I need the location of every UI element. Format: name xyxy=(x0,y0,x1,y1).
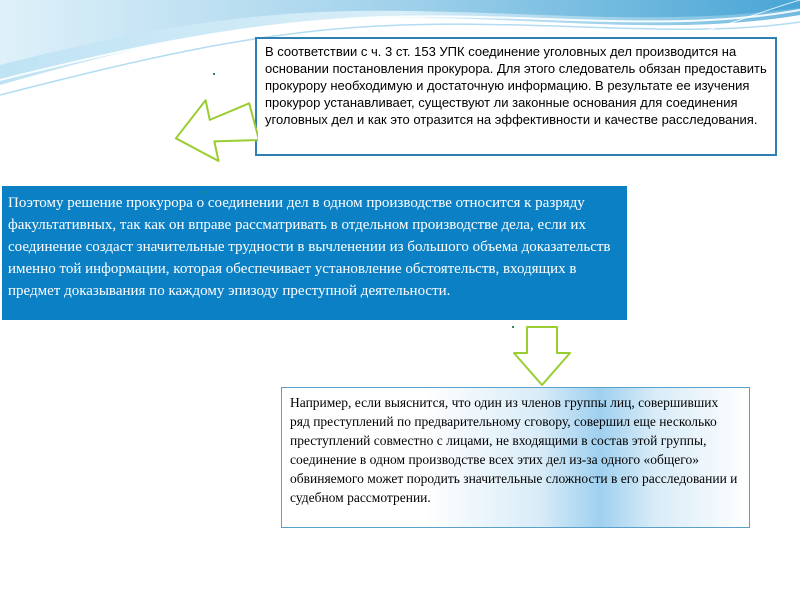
text-box-prosecutor-decision xyxy=(2,186,627,320)
text-box-legal-basis xyxy=(255,37,777,156)
marker-dot xyxy=(213,73,215,75)
prosecutor-decision-text: Поэтому решение прокурора о соединении дел в одном производстве относится к разряду факультативных, так как он вправе рассматривать в отдельном производстве дела, если их соединение создаст значительные трудности в вычленении из большого объема доказательств именно той информации, которая обеспечивает установление обстоятельств, входящих в предмет доказывания по каждому эпизоду преступной деятельности. xyxy=(8,195,611,299)
marker-dot xyxy=(201,191,203,193)
arrow-left-icon xyxy=(172,97,258,163)
text-box-example xyxy=(281,387,750,528)
legal-basis-text: В соответствии с ч. 3 ст. 153 УПК соединение уголовных дел производится на основании постановления прокурора. Для этого следователь обязан предоставить прокурору необходимую и достаточную информацию. В результате ее изучения прокурор устанавливает, существуют ли законные основания для соединения уголовных дел и как это отразится на эффективности и качестве расследования. xyxy=(265,44,767,127)
example-text: Например, если выяснится, что один из членов группы лиц, совершивших ряд преступлений по предварительному сговору, совершил еще несколько преступлений совместно с лицами, не входящими в состав этой группы, соединение в одном производстве всех этих дел из-за одного «общего» обвиняемого может породить значительные сложности в его расследовании и судебном рассмотрении. xyxy=(290,395,738,505)
marker-dot xyxy=(512,326,514,328)
arrow-down-icon xyxy=(512,325,572,387)
